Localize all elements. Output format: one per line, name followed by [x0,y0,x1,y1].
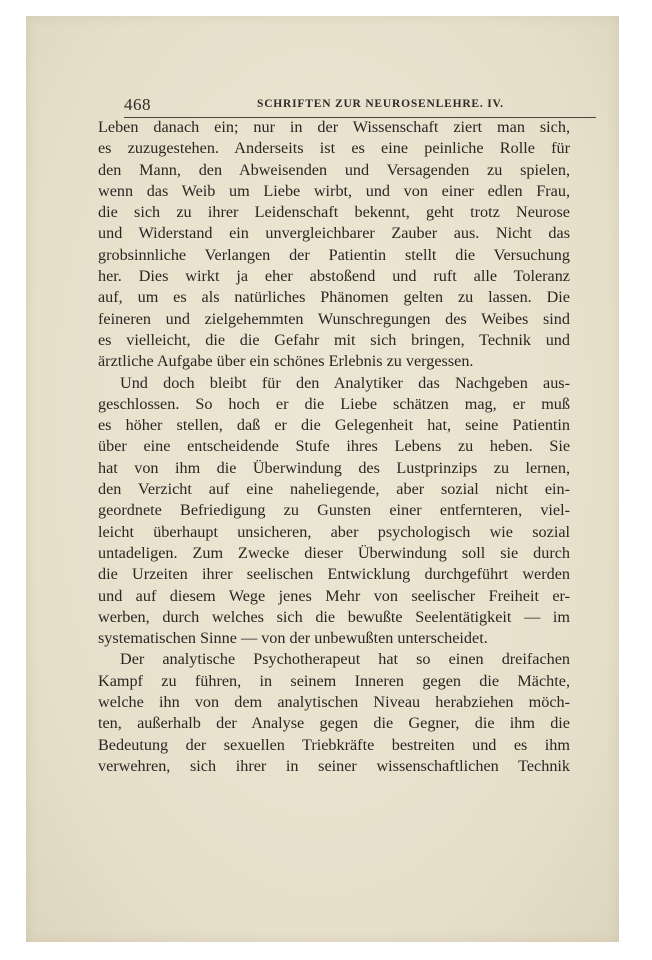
text-line: den Verzicht auf eine naheliegende, aber sozial nicht ein- [98,480,570,499]
paragraph-first-line: Der analytische Psychotherapeut hat so einen dreifachen [120,650,570,669]
text-line: es vielleicht, die die Gefahr mit sich bringen, Technik und [98,330,570,349]
text-line: feineren und zielgehemmten Wunschregungen des Weibes sind [98,309,570,328]
text-line: die sich zu ihrer Leidenschaft bekennt, geht trotz Neurose [98,203,570,222]
text-line: leicht überhaupt unsicheren, aber psychologisch wie sozial [98,522,570,541]
text-line: welche ihn von dem analytischen Niveau herabziehen möch- [98,693,570,712]
text-line: werben, durch welches sich die bewußte Seelentätigkeit — im [98,607,570,626]
page-header [124,95,596,118]
page-number: 468 [124,95,151,114]
running-title: SCHRIFTEN ZUR NEUROSENLEHRE. IV. [257,98,504,110]
text-line: geschlossen. So hoch er die Liebe schätzen mag, er muß [98,394,570,413]
paragraph-first-line: Und doch bleibt für den Analytiker das Nachgeben aus- [120,373,570,392]
text-line: und auf diesem Wege jenes Mehr von seelischer Freiheit er- [98,586,570,605]
text-line: Kampf zu führen, in seinem Inneren gegen die Mächte, [98,671,570,690]
text-line: systematischen Sinne — von der unbewußten unterscheidet. [98,629,488,648]
text-line: über eine entscheidende Stufe ihres Lebens zu heben. Sie [98,437,570,456]
text-line: her. Dies wirkt ja eher abstoßend und ruft alle Toleranz [98,267,570,286]
text-line: grobsinnliche Verlangen der Patientin stellt die Versuchung [98,245,570,264]
text-line: wenn das Weib um Liebe wirbt, und von einer edlen Frau, [98,181,570,200]
text-line: es zuzugestehen. Anderseits ist es eine peinliche Rolle für [98,139,570,158]
text-line: auf, um es als natürliches Phänomen gelten zu lassen. Die [98,288,570,307]
text-line: hat von ihm die Überwindung des Lustprinzips zu lernen, [98,458,570,477]
text-line: ärztliche Aufgabe über ein schönes Erlebnis zu vergessen. [98,352,474,371]
text-line: es höher stellen, daß er die Gelegenheit hat, seine Patientin [98,416,570,435]
text-line: Bedeutung der sexuellen Triebkräfte bestreiten und es ihm [98,735,570,754]
text-line: untadeligen. Zum Zwecke dieser Überwindung soll sie durch [98,543,570,562]
body-text [98,117,570,777]
text-line: die Urzeiten ihrer seelischen Entwicklung durchgeführt werden [98,565,570,584]
text-line: ten, außerhalb der Analyse gegen die Gegner, die ihm die [98,714,570,733]
text-line: geordnete Befriedigung zu Gunsten einer entfernteren, viel- [98,501,570,520]
text-line: und Widerstand ein unvergleichbarer Zauber aus. Nicht das [98,224,570,243]
text-line: verwehren, sich ihrer in seiner wissenschaftlichen Technik [98,756,570,775]
text-line: Leben danach ein; nur in der Wissenschaft ziert man sich, [98,118,570,136]
text-line: den Mann, den Abweisenden und Versagenden zu spielen, [98,160,570,179]
